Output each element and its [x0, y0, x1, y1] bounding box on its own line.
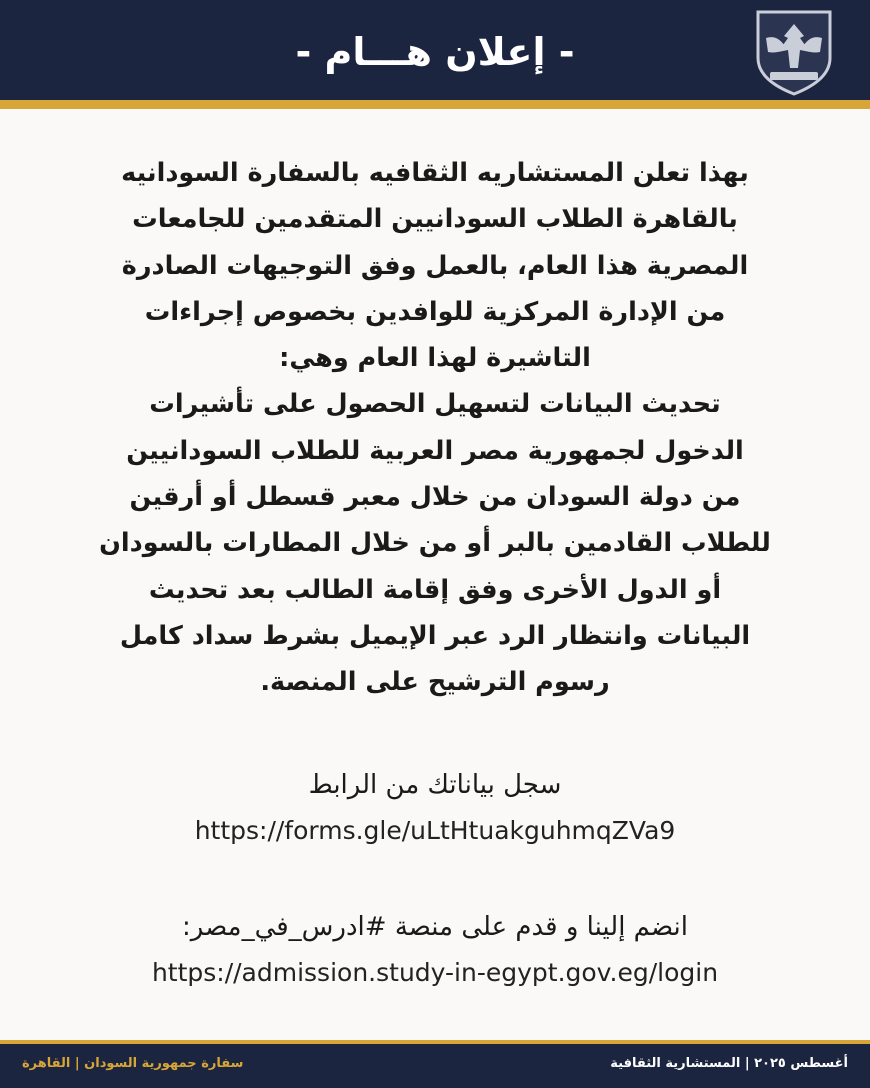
announcement-body	[50, 150, 820, 706]
page-title: - إعلان هـــام -	[295, 30, 575, 74]
announcement-line: تحديث البيانات لتسهيل الحصول على تأشيرات	[149, 389, 721, 420]
platform-link[interactable]: https://admission.study-in-egypt.gov.eg/login	[151, 958, 719, 987]
announcement-line: بهذا تعلن المستشاريه الثقافيه بالسفارة السودانيه	[121, 158, 749, 188]
announcement-line: للطلاب القادمين بالبر أو من خلال المطارات بالسودان	[99, 528, 771, 559]
announcement-line: التاشيرة لهذا العام وهي:	[279, 343, 591, 374]
announcement-line: الدخول لجمهورية مصر العربية للطلاب السودانيين	[126, 435, 744, 466]
announcement-line: أو الدول الأخرى وفق إقامة الطالب بعد تحديث	[148, 574, 722, 605]
sudan-emblem-icon	[752, 8, 836, 96]
announcement-line: من الإدارة المركزية للوافدين بخصوص إجراءات	[144, 296, 726, 327]
header-gold-stripe	[0, 100, 870, 109]
footer-date-office: أغسطس ٢٠٢٥ | المستشارية الثقافية	[610, 1056, 848, 1071]
announcement-line: المصرية هذا العام، بالعمل وفق التوجيهات الصادرة	[121, 250, 749, 281]
announcement-line: البيانات وانتظار الرد عبر الإيميل بشرط سداد كامل	[119, 620, 751, 651]
platform-label: انضم إلينا و قدم على منصة #ادرس_في_مصر:	[182, 912, 688, 942]
registration-label: سجل بياناتك من الرابط	[308, 770, 562, 800]
footer-embassy: سفارة جمهورية السودان | القاهرة	[22, 1056, 244, 1071]
announcement-line: بالقاهرة الطلاب السودانيين المتقدمين للجامعات	[132, 204, 738, 235]
registration-link[interactable]: https://forms.gle/uLtHtuakguhmqZVa9	[194, 816, 676, 845]
announcement-line: رسوم الترشيح على المنصة.	[260, 667, 610, 698]
announcement-line: من دولة السودان من خلال معبر قسطل أو أرقين	[129, 482, 741, 513]
